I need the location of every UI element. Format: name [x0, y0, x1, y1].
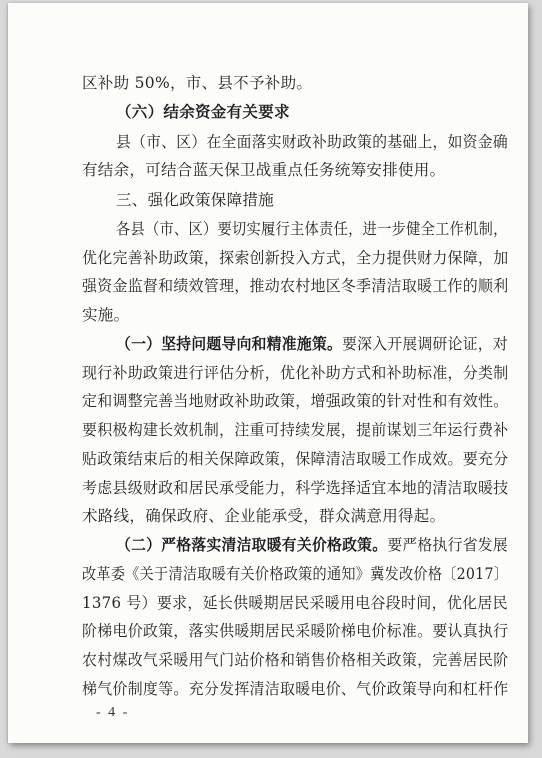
text-line-22: 农村煤改气采暖用气门站价格和销售价格相关政策，完善居民阶 [82, 651, 509, 669]
text-line-3: 县（市、区）在全面落实财政补助政策的基础上，如资金确 [116, 133, 508, 151]
paragraph-1-line [116, 334, 508, 354]
section-heading-6: （六）结余资金有关要求 [116, 103, 290, 121]
text-line-11: 现行补助政策进行评估分析，优化补助方式和补助标准，分类制 [82, 364, 509, 382]
text-line-19: 改革委《关于清洁取暖有关价格政策的通知》冀发改价格〔2017〕 [82, 565, 509, 583]
text-line-4: 有结余，可结合蓝天保卫战重点任务统筹安排使用。 [82, 161, 446, 179]
text-line-7: 优化完善补助政策，探索创新投入方式，全力提供财力保障，加 [82, 249, 509, 267]
text-line-23: 梯气价制度等。充分发挥清洁取暖电价、气价政策导向和杠杆作 [82, 680, 509, 698]
text-line-20: 1376 号）要求，延长供暖期居民采暖用电谷段时间，优化居民 [82, 594, 508, 612]
paragraph-2-text: 要严格执行省发展 [387, 536, 508, 554]
text-line-14: 贴政策结束后的相关保障政策，保障清洁取暖工作成效。要充分 [82, 450, 509, 468]
text-line-21: 阶梯电价政策，落实供暖期居民采暖阶梯电价标准。要认真执行 [82, 622, 509, 640]
document-page [8, 3, 528, 743]
text-line-16: 术路线，确保政府、企业能承受，群众满意用得起。 [82, 507, 446, 525]
paragraph-2-line [116, 535, 508, 555]
chapter-heading-3: 三、强化政策保障措施 [116, 191, 275, 209]
text-line-9: 实施。 [82, 306, 130, 324]
text-line-6: 各县（市、区）要切实履行主体责任，进一步健全工作机制， [116, 220, 508, 238]
text-line-12: 定和调整完善当地财政补助政策，增强政策的针对性和有效性。 [82, 392, 509, 410]
text-line-13: 要积极构建长效机制，注重可持续发展，提前谋划三年运行费补 [82, 421, 509, 439]
subsection-heading-1: （一）坚持问题导向和精准施策。 [116, 334, 343, 353]
text-line-8: 强资金监督和绩效管理，推动农村地区冬季清洁取暖工作的顺利 [82, 277, 509, 295]
subsection-heading-2: （二）严格落实清洁取暖有关价格政策。 [116, 535, 388, 554]
text-line-15: 考虑县级财政和居民承受能力，科学选择适宜本地的清洁取暖技 [82, 479, 509, 497]
paragraph-1-text: 要深入开展调研论证，对 [342, 335, 508, 353]
text-line-1: 区补助 50%，市、县不予补助。 [82, 74, 313, 92]
page-number: - 4 - [96, 705, 130, 720]
